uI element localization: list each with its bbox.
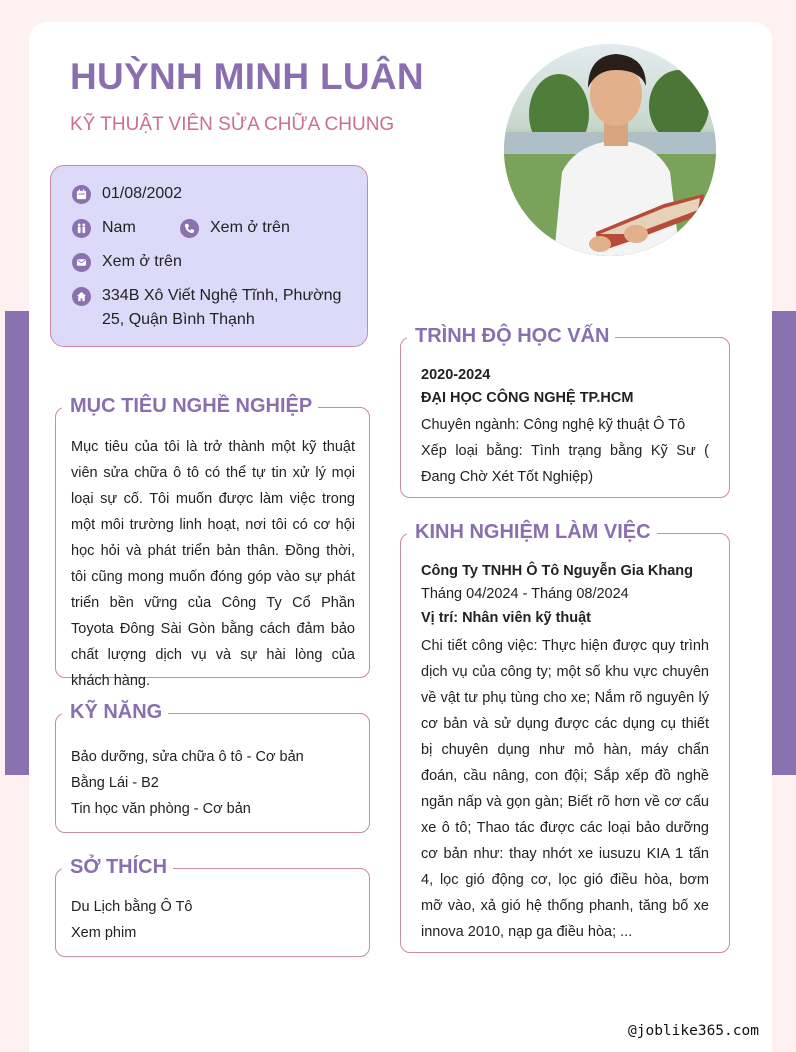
experience-company: Công Ty TNHH Ô Tô Nguyễn Gia Khang bbox=[421, 563, 694, 579]
education-section bbox=[400, 337, 730, 498]
profile-photo bbox=[504, 44, 716, 256]
skill-item: Bảo dưỡng, sửa chữa ô tô - Cơ bản bbox=[71, 749, 304, 765]
skill-item: Tin học văn phòng - Cơ bản bbox=[71, 801, 251, 817]
hobby-item: Du Lịch bằng Ô Tô bbox=[71, 899, 193, 915]
skills-list bbox=[71, 744, 355, 822]
experience-details: Chi tiết công việc: Thực hiện được quy trình dịch vụ của công ty; một số khu vực chuyên về vật tư phụ tùng cho xe; Nắm rõ nguyên lý cơ bản và sử dụng được các dụng cụ thiết bị chuyên dụng như mỏ hàn, máy chẩn đoán, cầu nâng, con đội; Sắp xếp đồ nghề ngăn nấp và gọn gàn; Biết rõ hơn về cơ cấu xe ô tô; Thao tác được các loại bảo dưỡng cơ bản như: thay nhớt xe iusuzu KIA 1 tấn 4, lọc gió động cơ, lọc gió điều hòa, bơm mỡ vào, xả gió hệ thống phanh, tăng bố xe innova 2010, nạp ga điều hòa; ... bbox=[421, 638, 709, 940]
profile-photo-illustration bbox=[504, 44, 716, 256]
contact-phone-row bbox=[180, 218, 290, 240]
hobbies-list bbox=[71, 894, 355, 946]
education-major: Chuyên ngành: Công nghệ kỹ thuật Ô Tô bbox=[421, 417, 686, 433]
phone-icon bbox=[180, 219, 199, 238]
address-line-1: 334B Xô Viết Nghệ Tĩnh, Phường bbox=[102, 287, 342, 304]
address-text bbox=[102, 284, 341, 332]
experience-content bbox=[421, 559, 709, 945]
contact-info-box bbox=[50, 165, 368, 347]
objective-heading: MỤC TIÊU NGHỀ NGHIỆP bbox=[62, 394, 318, 418]
phone-text: Xem ở trên bbox=[210, 219, 290, 236]
hobbies-section bbox=[55, 868, 370, 957]
cv-sheet bbox=[29, 22, 772, 1052]
experience-section bbox=[400, 533, 730, 953]
skill-item: Bằng Lái - B2 bbox=[71, 775, 159, 791]
gender-icon bbox=[72, 219, 91, 238]
left-accent-bar bbox=[5, 311, 29, 775]
contact-email-row bbox=[72, 252, 182, 274]
watermark-text: @joblike365.com bbox=[628, 1023, 759, 1039]
job-title: KỸ THUẬT VIÊN SỬA CHỮA CHUNG bbox=[70, 114, 395, 135]
candidate-name: HUỲNH MINH LUÂN bbox=[70, 56, 424, 97]
skills-section bbox=[55, 713, 370, 833]
birthday-text: 01/08/2002 bbox=[102, 185, 183, 202]
home-icon bbox=[72, 287, 91, 306]
contact-gender-row bbox=[72, 218, 136, 240]
objective-text: Mục tiêu của tôi là trở thành một kỹ thuật viên sửa chữa ô tô có thể tự tin xử lý mọi loại sự cố. Tôi muốn được làm việc trong một môi trường linh hoạt, nơi tôi có cơ hội học hỏi và phát triển bản thân. Đồng thời, tôi cũng mong muốn đóng góp vào sự phát triển bền vững của Công Ty Cổ Phần Toyota Đông Sài Gòn bằng cách đảm bảo chất lượng dịch vụ và sự hài lòng của khách hàng. bbox=[71, 439, 355, 689]
experience-position: Vị trí: Nhân viên kỹ thuật bbox=[421, 610, 591, 626]
address-line-2: 25, Quận Bình Thạnh bbox=[102, 311, 255, 328]
email-icon bbox=[72, 253, 91, 272]
contact-address-row bbox=[72, 286, 341, 332]
education-content bbox=[421, 363, 709, 490]
hobbies-heading: SỞ THÍCH bbox=[62, 855, 173, 879]
email-text: Xem ở trên bbox=[102, 253, 182, 270]
education-period: 2020-2024 bbox=[421, 367, 491, 383]
gender-text: Nam bbox=[102, 219, 136, 236]
education-school: ĐẠI HỌC CÔNG NGHỆ TP.HCM bbox=[421, 390, 634, 406]
objective-section bbox=[55, 407, 370, 689]
education-heading: TRÌNH ĐỘ HỌC VẤN bbox=[407, 324, 615, 348]
hobby-item: Xem phim bbox=[71, 925, 137, 941]
calendar-icon bbox=[72, 185, 91, 204]
contact-birthday-row bbox=[72, 184, 182, 206]
experience-heading: KINH NGHIỆM LÀM VIỆC bbox=[407, 520, 657, 544]
experience-period: Tháng 04/2024 - Tháng 08/2024 bbox=[421, 586, 629, 602]
right-accent-bar bbox=[772, 311, 796, 775]
education-grade: Xếp loại bằng: Tình trạng bằng Kỹ Sư ( Đang Chờ Xét Tốt Nghiệp) bbox=[421, 443, 709, 485]
skills-heading: KỸ NĂNG bbox=[62, 700, 168, 724]
